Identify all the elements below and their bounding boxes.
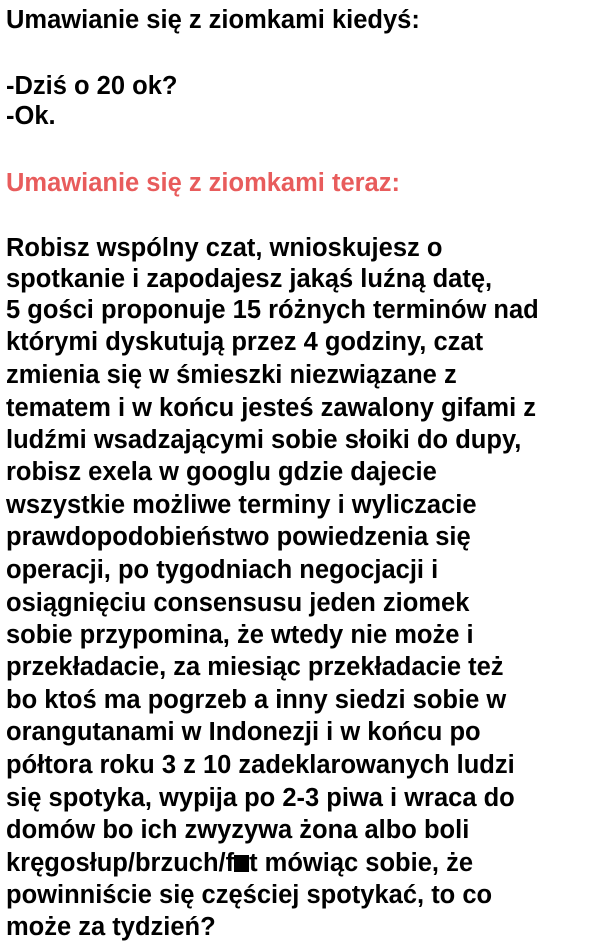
paragraph-line: się spotyka, wypija po 2-3 piwa i wraca do (6, 784, 515, 812)
paragraph-line: domów bo ich zwyzywa żona albo boli (6, 816, 470, 844)
paragraph-line: spotkanie i zapodajesz jakąś luźną datę, (6, 265, 493, 293)
paragraph-line: zmienia się w śmieszki niezwiązane z (6, 361, 457, 389)
paragraph-line: orangutanami w Indonezji i w końcu po (6, 718, 481, 746)
heading-before: Umawianie się z ziomkami kiedyś: (6, 6, 420, 34)
paragraph-line: sobie przypomina, że wtedy nie może i (6, 621, 474, 649)
dialog-line: -Ok. (6, 102, 56, 130)
paragraph-line: może za tydzień? (6, 913, 216, 941)
paragraph-line: operacji, po tygodniach negocjacji i (6, 556, 439, 584)
paragraph-line: ludźmi wsadzającymi sobie słoiki do dupy, (6, 426, 522, 454)
paragraph-line: bo ktoś ma pogrzeb a inny siedzi sobie w (6, 686, 507, 714)
censored-line-start: kręgosłup/brzuch/f (6, 849, 235, 877)
paragraph-line: którymi dyskutują przez 4 godziny, czat (6, 328, 484, 356)
paragraph-line: robisz exela w googlu gdzie dajecie (6, 458, 437, 486)
paragraph-line: powinniście się częściej spotykać, to co (6, 881, 493, 909)
paragraph-line-censored (6, 848, 473, 878)
paragraph-line: Robisz wspólny czat, wnioskujesz o (6, 234, 443, 262)
paragraph-line: przekładacie, za miesiąc przekładacie też (6, 653, 504, 681)
paragraph-line: osiągnięciu consensusu jeden ziomek (6, 589, 470, 617)
heading-now: Umawianie się z ziomkami teraz: (6, 169, 400, 197)
paragraph-line: 5 gości proponuje 15 różnych terminów nad (6, 296, 539, 324)
censored-line-end: t mówiąc sobie, że (249, 849, 474, 877)
dialog-line: -Dziś o 20 ok? (6, 72, 178, 100)
censor-block (234, 855, 249, 872)
paragraph-line: półtora roku 3 z 10 zadeklarowanych ludzi (6, 751, 515, 779)
paragraph-line: wszystkie możliwe terminy i wyliczacie (6, 491, 477, 519)
paragraph-line: tematem i w końcu jesteś zawalony gifami z (6, 394, 536, 422)
paragraph-line: prawdopodobieństwo powiedzenia się (6, 523, 471, 551)
